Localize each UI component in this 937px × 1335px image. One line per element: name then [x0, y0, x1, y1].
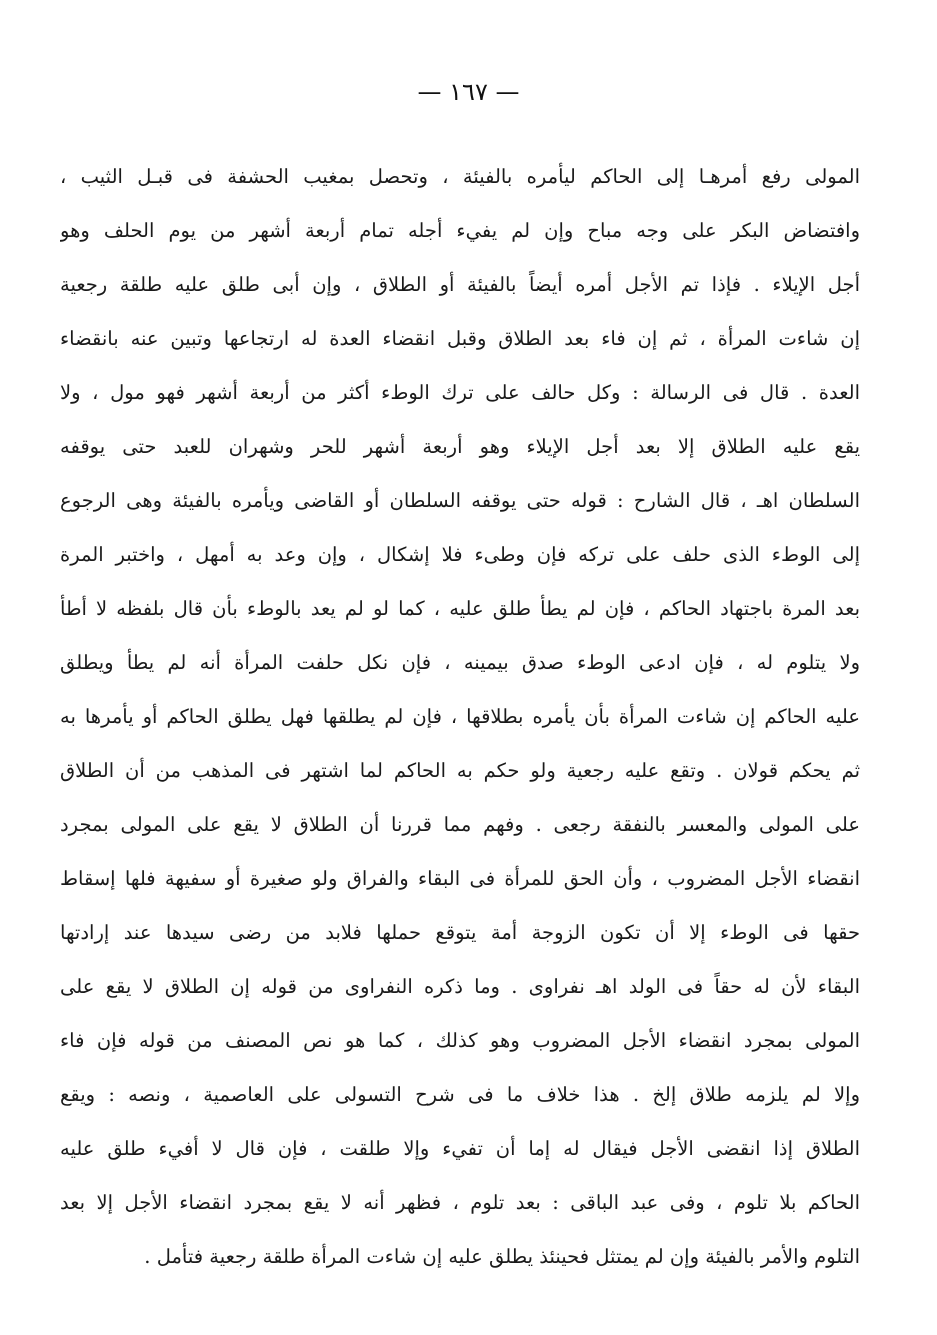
text-line: بعد المرة باجتهاد الحاكم ، فإن لم يطأ طلق عليه ، كما لو لم يعد بالوطء بأن قال بلفظه لا أطأ [60, 597, 860, 620]
page-body-text [60, 150, 860, 1284]
text-line: يقع عليه الطلاق إلا بعد أجل الإيلاء وهو أربعة أشهر للحر وشهران للعبد حتى يوقفه [60, 435, 860, 458]
text-line: إن شاءت المرأة ، ثم إن فاء بعد الطلاق وقبل انقضاء العدة له ارتجاعها وتبين عنه بانقضاء [60, 327, 860, 350]
text-line: ثم يحكم قولان . وتقع عليه رجعية ولو حكم به الحاكم لما اشتهر فى المذهب من أن الطلاق [60, 759, 860, 782]
text-line: انقضاء الأجل المضروب ، وأن الحق للمرأة فى البقاء والفراق ولو صغيرة أو سفيهة فلها إسقاط [60, 867, 860, 890]
text-line: البقاء لأن له حقاً فى الولد اهـ نفراوى . وما ذكره النفراوى من قوله إن الطلاق لا يقع على [60, 975, 860, 998]
text-line: السلطان اهـ ، قال الشارح : قوله حتى يوقفه السلطان أو القاضى ويأمره بالفيئة وهى الرجوع [60, 489, 860, 512]
text-line: إلى الوطء الذى حلف على تركه فإن وطىء فلا إشكال ، وإن وعد به أمهل ، واختبر المرة [60, 543, 860, 566]
text-line: أجل الإيلاء . فإذا تم الأجل أمره أيضاً بالفيئة أو الطلاق ، وإن أبى طلق عليه طلقة رجعية [60, 273, 860, 296]
text-line: عليه الحاكم إن شاءت المرأة بأن يأمره بطلاقها ، فإن لم يطلقها فهل يطلق الحاكم أو يأمرها به [60, 705, 860, 728]
text-line: المولى رفع أمرهـا إلى الحاكم ليأمره بالفيئة ، وتحصل بمغيب الحشفة فى قبـل الثيب ، [60, 165, 860, 188]
text-line: ولا يتلوم له ، فإن ادعى الوطء صدق بيمينه ، فإن نكل حلفت المرأة أنه لم يطأ ويطلق [60, 651, 860, 674]
text-line: المولى بمجرد انقضاء الأجل المضروب وهو كذلك ، كما هو نص المصنف من قوله فإن فاء [60, 1029, 860, 1052]
text-line: الحاكم بلا تلوم ، وفى عبد الباقى : بعد تلوم ، فظهر أنه لا يقع بمجرد انقضاء الأجل إلا بعد [60, 1191, 860, 1214]
text-line: الطلاق إذا انقضى الأجل فيقال له إما أن تفيء وإلا طلقت ، فإن قال لا أفيء طلق عليه [60, 1137, 860, 1160]
text-line: وإلا لم يلزمه طلاق إلخ . هذا خلاف ما فى شرح التسولى على العاصمية ، ونصه : ويقع [60, 1083, 860, 1106]
text-line: العدة . قال فى الرسالة : وكل حالف على ترك الوطء أكثر من أربعة أشهر فهو مول ، ولا [60, 381, 860, 404]
text-line: حقها فى الوطء إلا أن تكون الزوجة أمة يتوقع حملها فلابد من رضى سيدها عند إرادتها [60, 921, 860, 944]
text-line: وافتضاض البكر على وجه مباح وإن لم يفيء أجله تمام أربعة أشهر من يوم الحلف وهو [60, 219, 860, 242]
page-number: — ١٦٧ — [417, 78, 520, 106]
text-line: على المولى والمعسر بالنفقة رجعى . وفهم مما قررنا أن الطلاق لا يقع على المولى بمجرد [60, 813, 860, 836]
text-line: التلوم والأمر بالفيئة وإن لم يمتثل فحينئذ يطلق عليه إن شاءت المرأة طلقة رجعية فتأمل . [144, 1245, 860, 1268]
